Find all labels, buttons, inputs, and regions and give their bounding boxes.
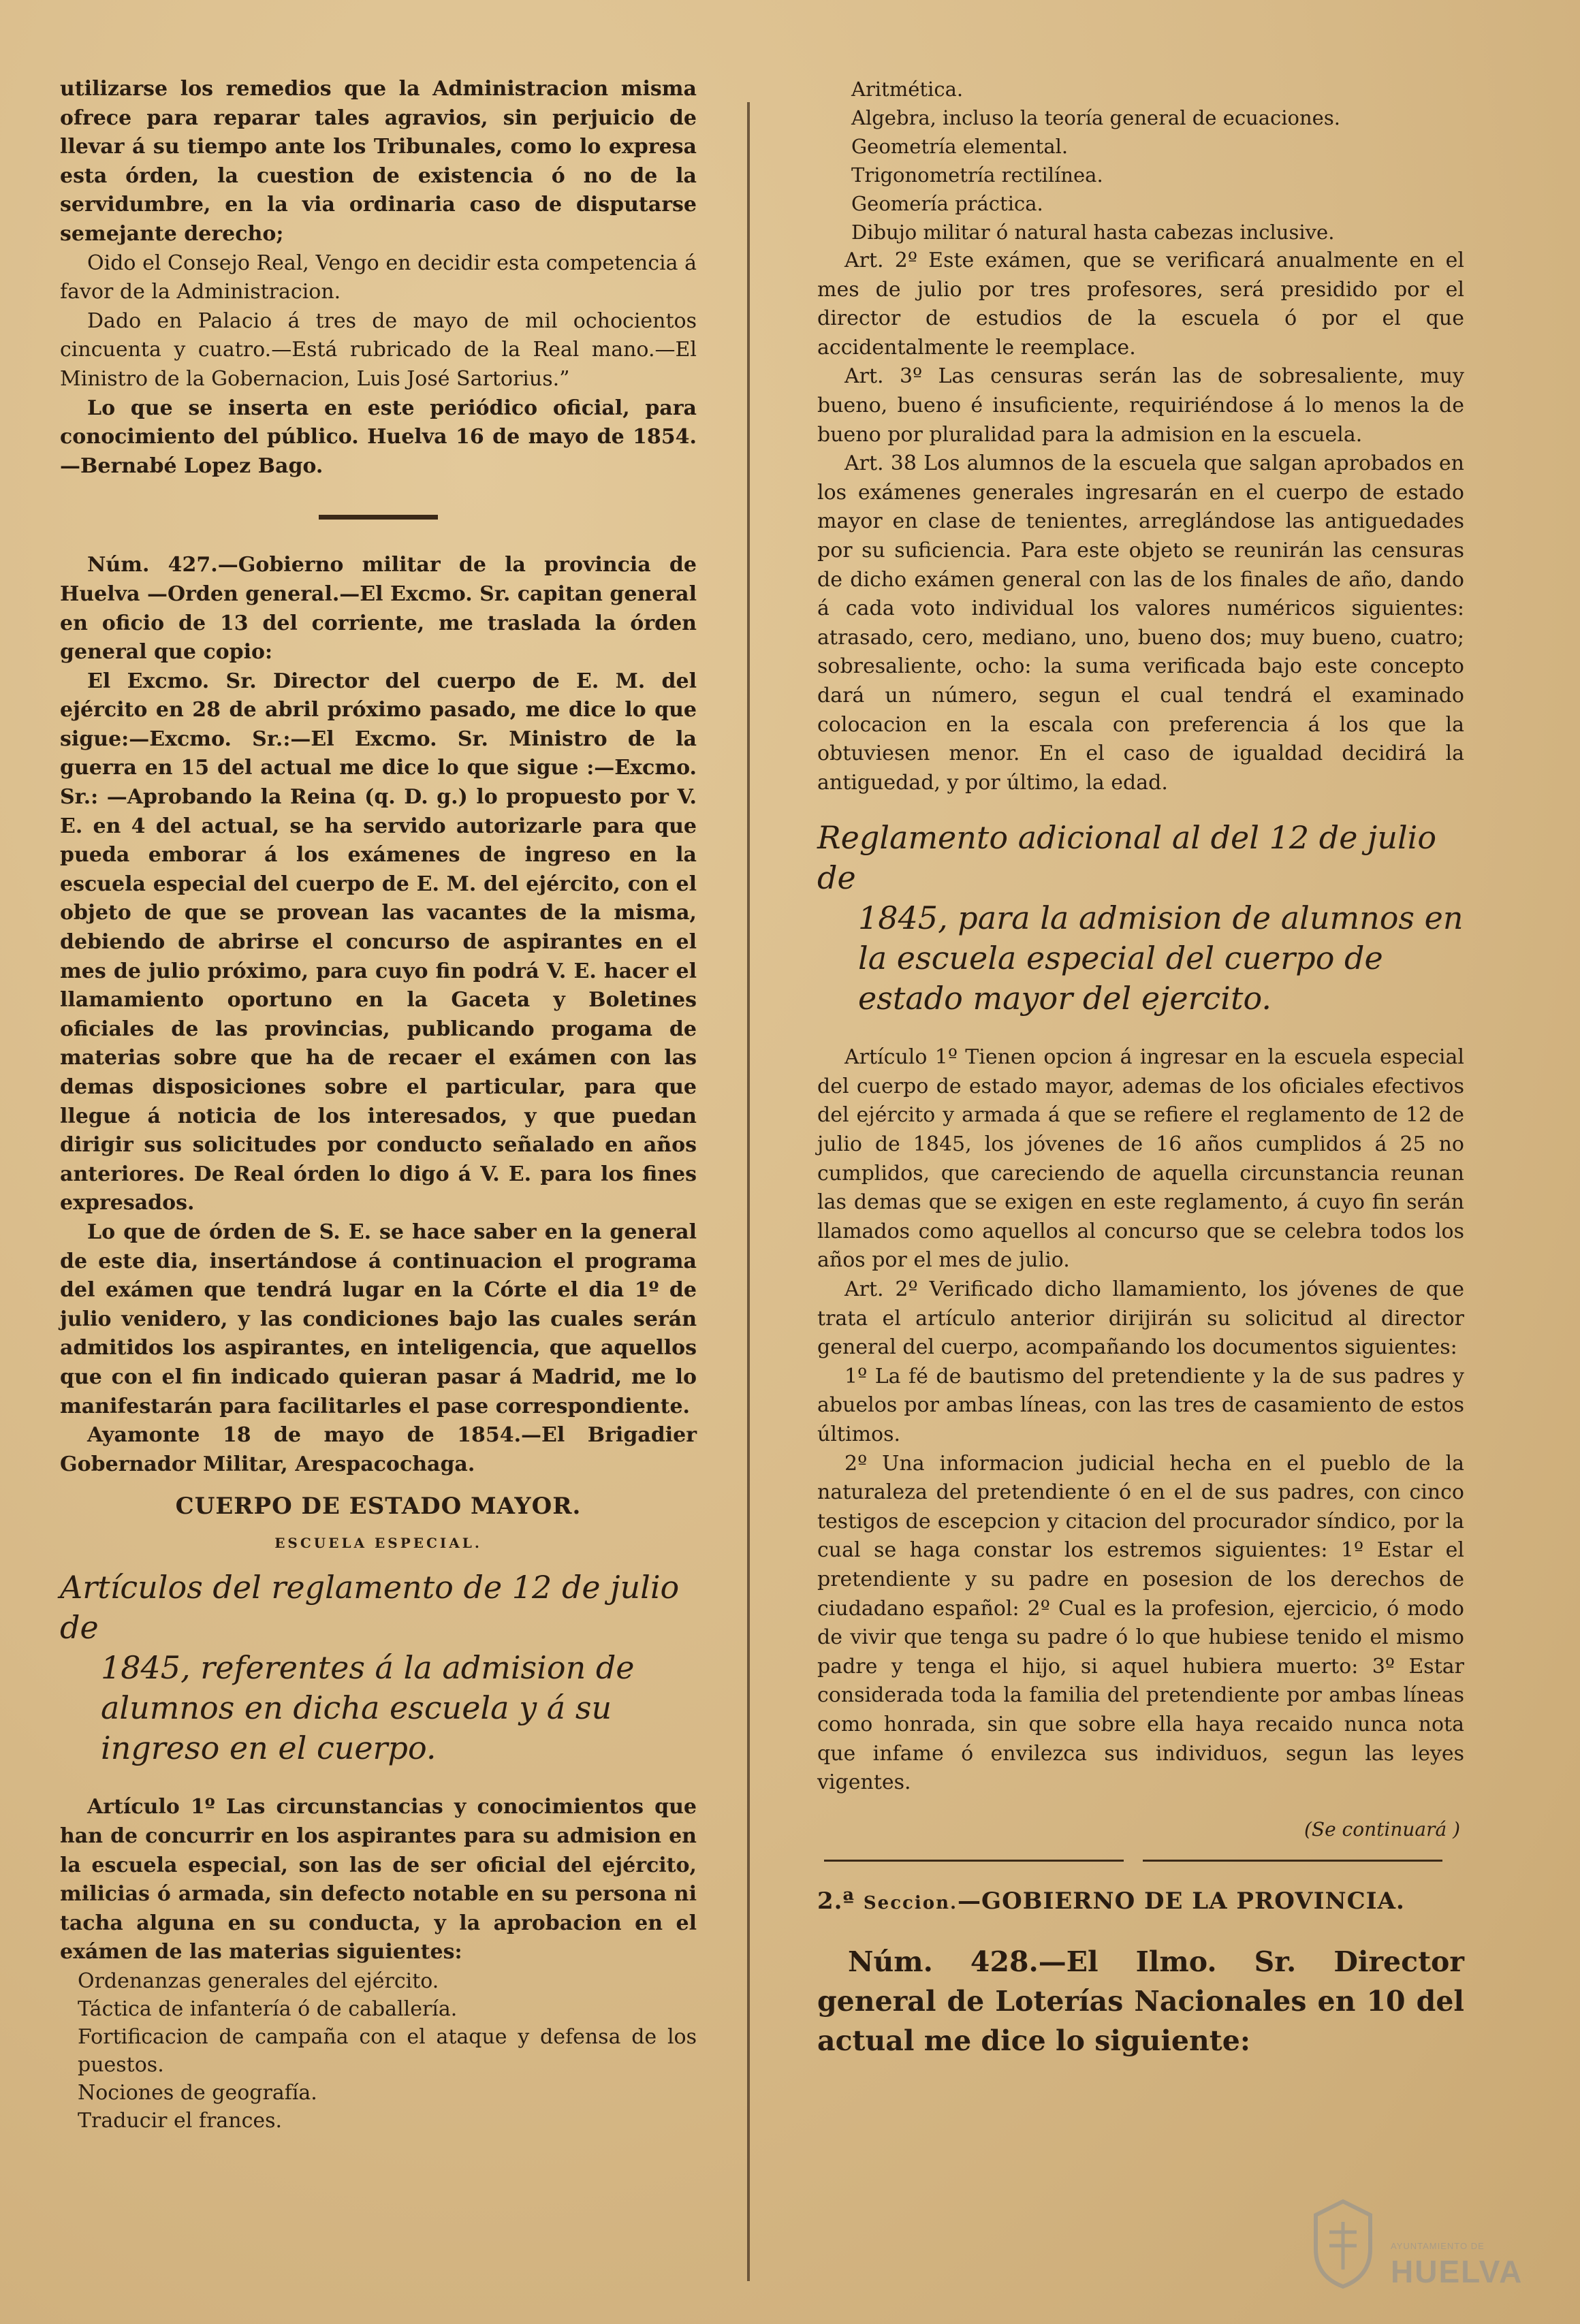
list-item: Algebra, incluso la teoría general de ecuaciones. xyxy=(851,106,1340,129)
article-title-line: Artículos del reglamento de 12 de julio de xyxy=(60,1569,680,1646)
left-column xyxy=(60,75,697,2135)
subject-list xyxy=(817,75,1464,246)
paragraph: Oido el Consejo Real, Vengo en decidir esta competencia á favor de la Administracion. xyxy=(60,251,697,304)
list-item: Nociones de geografía. xyxy=(78,2080,317,2105)
list-item: Geomería práctica. xyxy=(851,192,1043,215)
section-label: Seccion. xyxy=(863,1892,958,1913)
paragraph: Art. 3º Las censuras serán las de sobresaliente, muy bueno, bueno é insuficiente, requiriéndose á lo menos la de bueno por pluralidad para la admision en la escuela. xyxy=(817,364,1464,447)
paragraph: Núm. 428.—El Ilmo. Sr. Director general de Loterías Nacionales en 10 del actual me dice lo siguiente: xyxy=(817,1945,1464,2057)
article-title-line: 1845, para la admision de alumnos en la escuela especial del cuerpo de estado mayor del ejercito. xyxy=(858,900,1464,1017)
article-title xyxy=(817,818,1464,1019)
list-item: Traducir el frances. xyxy=(78,2108,283,2133)
paragraph: 2º Una informacion judicial hecha en el pueblo de la naturaleza del pretendiente ó en el de sus padres, con cinco testigos de escepcion y citacion del procurador síndico, por la cual se haga constar los estremos siguientes: 1º Estar el pretendiente y su padre en posesion de los derechos de ciudadano español: 2º Cual es la profesion, ejercicio, ó modo de vivir que tenga su padre ó lo que hubiese tenido el mismo padre y tenga el hijo, si aquel hubiera muerto: 3º Estar considerada toda la familia del pretendiente por ambas líneas como honrada, sin que sobre ella haya recaido nunca nota que infame ó envilezca sus individuos, segun las leyes vigentes. xyxy=(817,1451,1464,1795)
list-item: Geometría elemental. xyxy=(851,135,1069,158)
separator-rule xyxy=(319,515,438,520)
paragraph: Artículo 1º Las circunstancias y conocimientos que han de concurrir en los aspirantes para su admision en la escuela especial, son las de ser oficial del ejército, milicias ó armada, sin defecto notable en su persona ni tacha alguna en su conducta, y la aprobacion en el exámen de las materias siguientes: xyxy=(60,1795,697,1964)
section-subheading: ESCUELA ESPECIAL. xyxy=(274,1535,482,1552)
paragraph: Ayamonte 18 de mayo de 1854.—El Brigadier Gobernador Militar, Arespacochaga. xyxy=(60,1423,697,1476)
article-title-line: 1845, referentes á la admision de alumnos en dicha escuela y á su ingreso en el cuerpo. xyxy=(101,1649,635,1767)
paragraph: Artículo 1º Tienen opcion á ingresar en la escuela especial del cuerpo de estado mayor, ademas de los oficiales efectivos del ejército y armada á que se refiere el reglamento de 12 de julio de 1845, los jóvenes de 16 años cumplidos á 25 no cumplidos, que careciendo de aquella circunstancia reunan las demas que se exigen en este reglamento, á cuyo fin serán llamados como aquellos al concurso que se celebra todos los años por el mes de julio. xyxy=(817,1045,1464,1273)
watermark-small-text: AYUNTAMIENTO DE xyxy=(1391,2241,1485,2251)
article-title-line: Reglamento adicional al del 12 de julio de xyxy=(817,819,1437,897)
paragraph: utilizarse los remedios que la Administracion misma ofrece para reparar tales agravios, sin perjuicio de llevar á su tiempo ante los Tribunales, como lo expresa esta órden, la cuestion de existencia ó no de la servidumbre, en la via ordinaria caso de disputarse semejante derecho; xyxy=(60,77,697,246)
list-item: Ordenanzas generales del ejército. xyxy=(78,1969,439,1993)
list-item: Fortificacion de campaña con el ataque y defensa de los puestos. xyxy=(78,2024,697,2077)
list-item: Dibujo militar ó natural hasta cabezas inclusive. xyxy=(851,221,1335,244)
crest-icon xyxy=(1302,2195,1384,2290)
section-heading: CUERPO DE ESTADO MAYOR. xyxy=(175,1493,582,1521)
list-item: Aritmética. xyxy=(851,78,964,101)
section-title: —GOBIERNO DE LA PROVINCIA. xyxy=(958,1887,1405,1915)
section-number: 2.ª xyxy=(817,1887,855,1915)
continuation-note: (Se continuará ) xyxy=(1304,1817,1460,1841)
subject-list xyxy=(60,1967,697,2135)
paragraph: Art. 38 Los alumnos de la escuela que salgan aprobados en los exámenes generales ingresarán en el cuerpo de estado mayor en clase de tenientes, arreglándose las antiguedades por su suficiencia. Para este objeto se reunirán las censuras de dicho exámen general con las de los finales de año, dando á cada voto individual los valores numéricos siguientes: atrasado, cero, mediano, uno, bueno dos; muy bueno, cuatro; sobresaliente, ocho: la suma verificada bajo este concepto dará un número, segun el cual tendrá el examinado colocacion en la escala con preferencia á los que la obtuviesen menor. En el caso de igualdad decidirá la antiguedad, y por último, la edad. xyxy=(817,451,1464,795)
paragraph: Art. 2º Verificado dicho llamamiento, los jóvenes de que trata el artículo anterior dirijirán su solicitud al director general del cuerpo, acompañando los documentos siguientes: xyxy=(817,1277,1464,1360)
list-item: Táctica de infantería ó de caballería. xyxy=(78,1996,458,2021)
paragraph: Art. 2º Este exámen, que se verificará anualmente en el mes de julio por tres profesores, será presidido por el director de estudios de la escuela ó por el que accidentalmente le reemplace. xyxy=(817,249,1464,360)
separator-rule xyxy=(824,1860,1464,1862)
paragraph: El Excmo. Sr. Director del cuerpo de E. M. del ejército en 28 de abril próximo pasado, me dice lo que sigue:—Excmo. Sr.:—El Excmo. Sr. Ministro de la guerra en 15 del actual me dice lo que sigue :—Excmo. Sr.: —Aprobando la Reina (q. D. g.) lo propuesto por V. E. en 4 del actual, se ha servido autorizarle para que pueda emborar á los exámenes de ingreso en la escuela especial del cuerpo de E. M. del ejército, con el objeto de que se provean las vacantes de la misma, debiendo de abrirse el concurso de aspirantes en el mes de julio próximo, para cuyo fin podrá V. E. hacer el llamamiento oportuno en la Gaceta y Boletines oficiales de las provincias, publicando progama de materias sobre que ha de recaer el exámen con las demas disposiciones sobre el particular, para que llegue á noticia de los interesados, y que puedan dirigir sus solicitudes por conducto señalado en años anteriores. De Real órden lo digo á V. E. para los fines expresados. xyxy=(60,669,697,1215)
article-title xyxy=(60,1567,697,1768)
right-column xyxy=(817,75,1464,2060)
section-heading xyxy=(817,1888,1464,1915)
list-item: Trigonometría rectilínea. xyxy=(851,163,1103,187)
watermark-logo xyxy=(1302,2195,1527,2290)
paragraph: Lo que de órden de S. E. se hace saber en la general de este dia, insertándose á continuacion el programa del exámen que tendrá lugar en la Córte el dia 1º de julio venidero, y las condiciones bajo las cuales serán admitidos los aspirantes, en inteligencia, que aquellos que con el fin indicado quieran pasar á Madrid, me lo manifestarán para facilitarles el pase correspondiente. xyxy=(60,1220,697,1418)
paragraph: 1º La fé de bautismo del pretendiente y la de sus padres y abuelos por ambas líneas, con las tres de casamiento de estos últimos. xyxy=(817,1364,1464,1446)
paragraph: Núm. 427.—Gobierno militar de la provincia de Huelva —Orden general.—El Excmo. Sr. capitan general en oficio de 13 del corriente, me traslada la órden general que copio: xyxy=(60,553,697,665)
watermark-text: HUELVA xyxy=(1391,2254,1523,2289)
paragraph: Lo que se inserta en este periódico oficial, para conocimiento del público. Huelva 16 de mayo de 1854.—Bernabé Lopez Bago. xyxy=(60,396,697,478)
column-divider xyxy=(747,102,750,2281)
paragraph: Dado en Palacio á tres de mayo de mil ochocientos cincuenta y cuatro.—Está rubricado de la Real mano.—El Ministro de la Gobernacion, Luis José Sartorius.” xyxy=(60,308,697,391)
